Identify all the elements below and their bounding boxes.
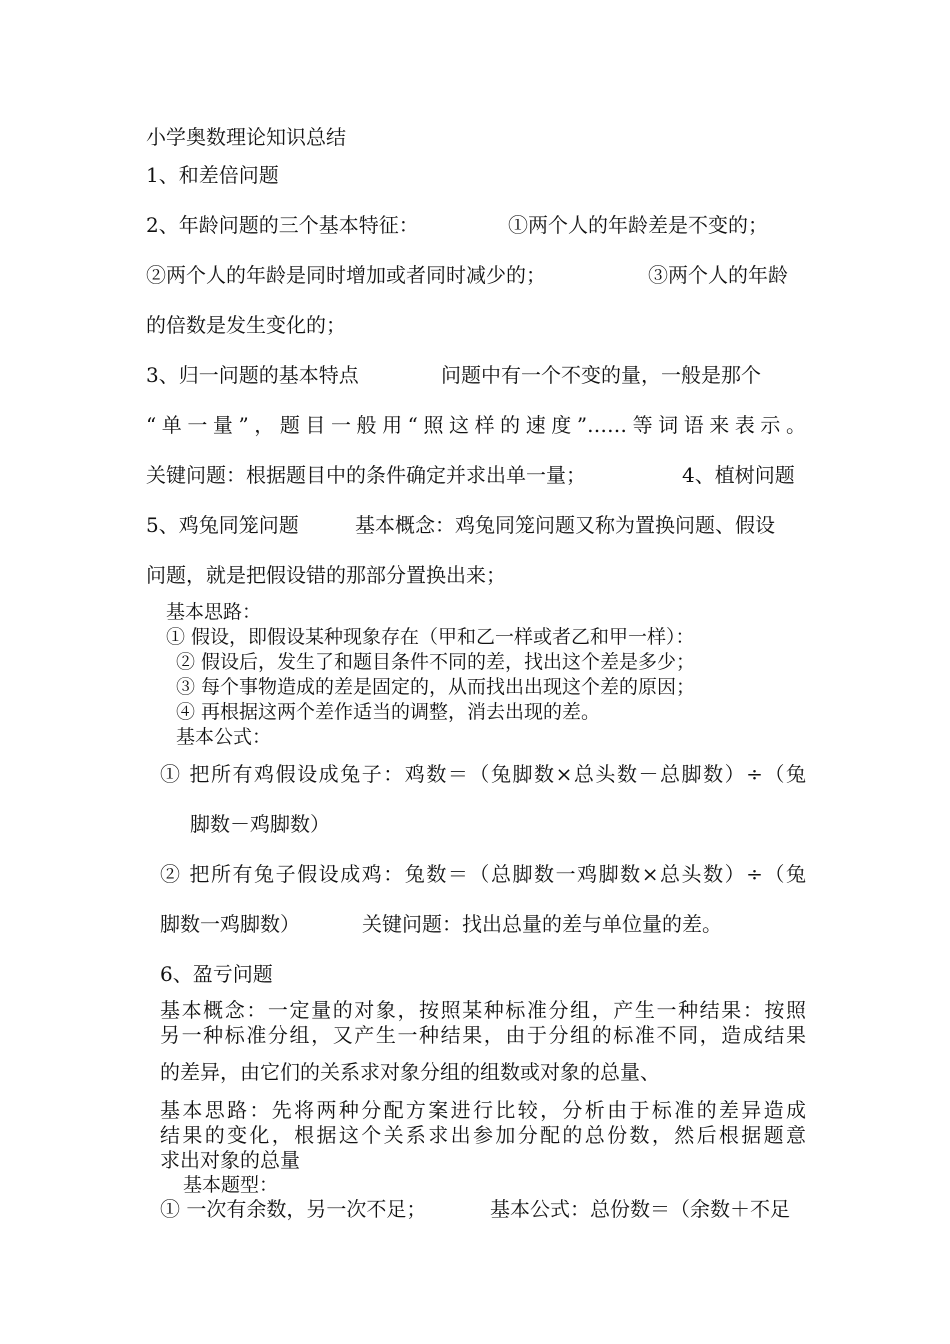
section-6-type-1-formula: 基本公式：总份数＝（余数＋不足 bbox=[490, 1197, 790, 1221]
section-5-idea-2: ② 假设后，发生了和题目条件不同的差，找出这个差是多少； bbox=[176, 651, 696, 673]
section-5-idea-3: ③ 每个事物造成的差是固定的，从而找出出现这个差的原因； bbox=[176, 676, 696, 698]
section-2-feature-1: ①两个人的年龄差是不变的； bbox=[508, 213, 768, 237]
section-1-heading: 1、和差倍问题 bbox=[146, 163, 279, 187]
section-5-key: 关键问题：找出总量的差与单位量的差。 bbox=[362, 912, 722, 936]
section-3-text: 问题中有一个不变的量，一般是那个 bbox=[441, 363, 761, 387]
section-2-feature-3-cont: 的倍数是发生变化的； bbox=[146, 313, 346, 337]
section-5-formula-2: ② 把所有兔子假设成鸡：兔数＝（总脚数一鸡脚数×总头数）÷（兔 bbox=[160, 862, 806, 886]
section-5-idea-1: ① 假设，即假设某种现象存在（甲和乙一样或者乙和甲一样）： bbox=[166, 626, 695, 648]
section-2-feature-2: ②两个人的年龄是同时增加或者同时减少的； bbox=[146, 263, 546, 287]
section-5-heading: 5、鸡兔同笼问题 bbox=[146, 513, 299, 537]
section-5-idea-label: 基本思路： bbox=[166, 601, 262, 623]
section-5-concept-cont: 问题，就是把假设错的那部分置换出来； bbox=[146, 563, 506, 587]
section-2-feature-3: ③两个人的年龄 bbox=[648, 263, 788, 287]
section-6-heading: 6、盈亏问题 bbox=[160, 962, 273, 986]
section-5-formula-1: ① 把所有鸡假设成兔子：鸡数＝（兔脚数×总头数－总脚数）÷（兔 bbox=[160, 762, 806, 786]
section-6-idea-3: 求出对象的总量 bbox=[160, 1148, 300, 1172]
section-5-idea-4: ④ 再根据这两个差作适当的调整，消去出现的差。 bbox=[176, 701, 601, 723]
section-4-heading: 4、植树问题 bbox=[682, 463, 795, 487]
section-6-concept-2: 另一种标准分组，又产生一种结果，由于分组的标准不同，造成结果 bbox=[160, 1023, 806, 1047]
section-5-formula-2-cont: 脚数一鸡脚数） bbox=[160, 912, 300, 936]
section-6-idea-2: 结果的变化，根据这个关系求出参加分配的总份数，然后根据题意 bbox=[160, 1123, 806, 1147]
section-3-heading: 3、归一问题的基本特点 bbox=[146, 363, 359, 387]
section-6-concept-3: 的差异，由它们的关系求对象分组的组数或对象的总量、 bbox=[160, 1060, 660, 1084]
section-5-formula-label: 基本公式： bbox=[176, 726, 272, 748]
section-3-key: 关键问题：根据题目中的条件确定并求出单一量； bbox=[146, 463, 586, 487]
section-6-type-label: 基本题型： bbox=[183, 1174, 279, 1196]
section-6-idea-1: 基本思路：先将两种分配方案进行比较，分析由于标准的差异造成 bbox=[160, 1098, 806, 1122]
document-title: 小学奥数理论知识总结 bbox=[146, 125, 346, 149]
section-2-heading: 2、年龄问题的三个基本特征： bbox=[146, 213, 419, 237]
section-5-concept: 基本概念：鸡兔同笼问题又称为置换问题、假设 bbox=[355, 513, 775, 537]
section-3-text-cont: “单一量”，题目一般用“照这样的速度”……等词语来表示。 bbox=[146, 413, 806, 437]
section-6-type-1: ① 一次有余数，另一次不足； bbox=[160, 1197, 427, 1221]
section-5-formula-1-cont: 脚数－鸡脚数） bbox=[190, 812, 330, 836]
section-6-concept-1: 基本概念：一定量的对象，按照某种标准分组，产生一种结果：按照 bbox=[160, 998, 806, 1022]
